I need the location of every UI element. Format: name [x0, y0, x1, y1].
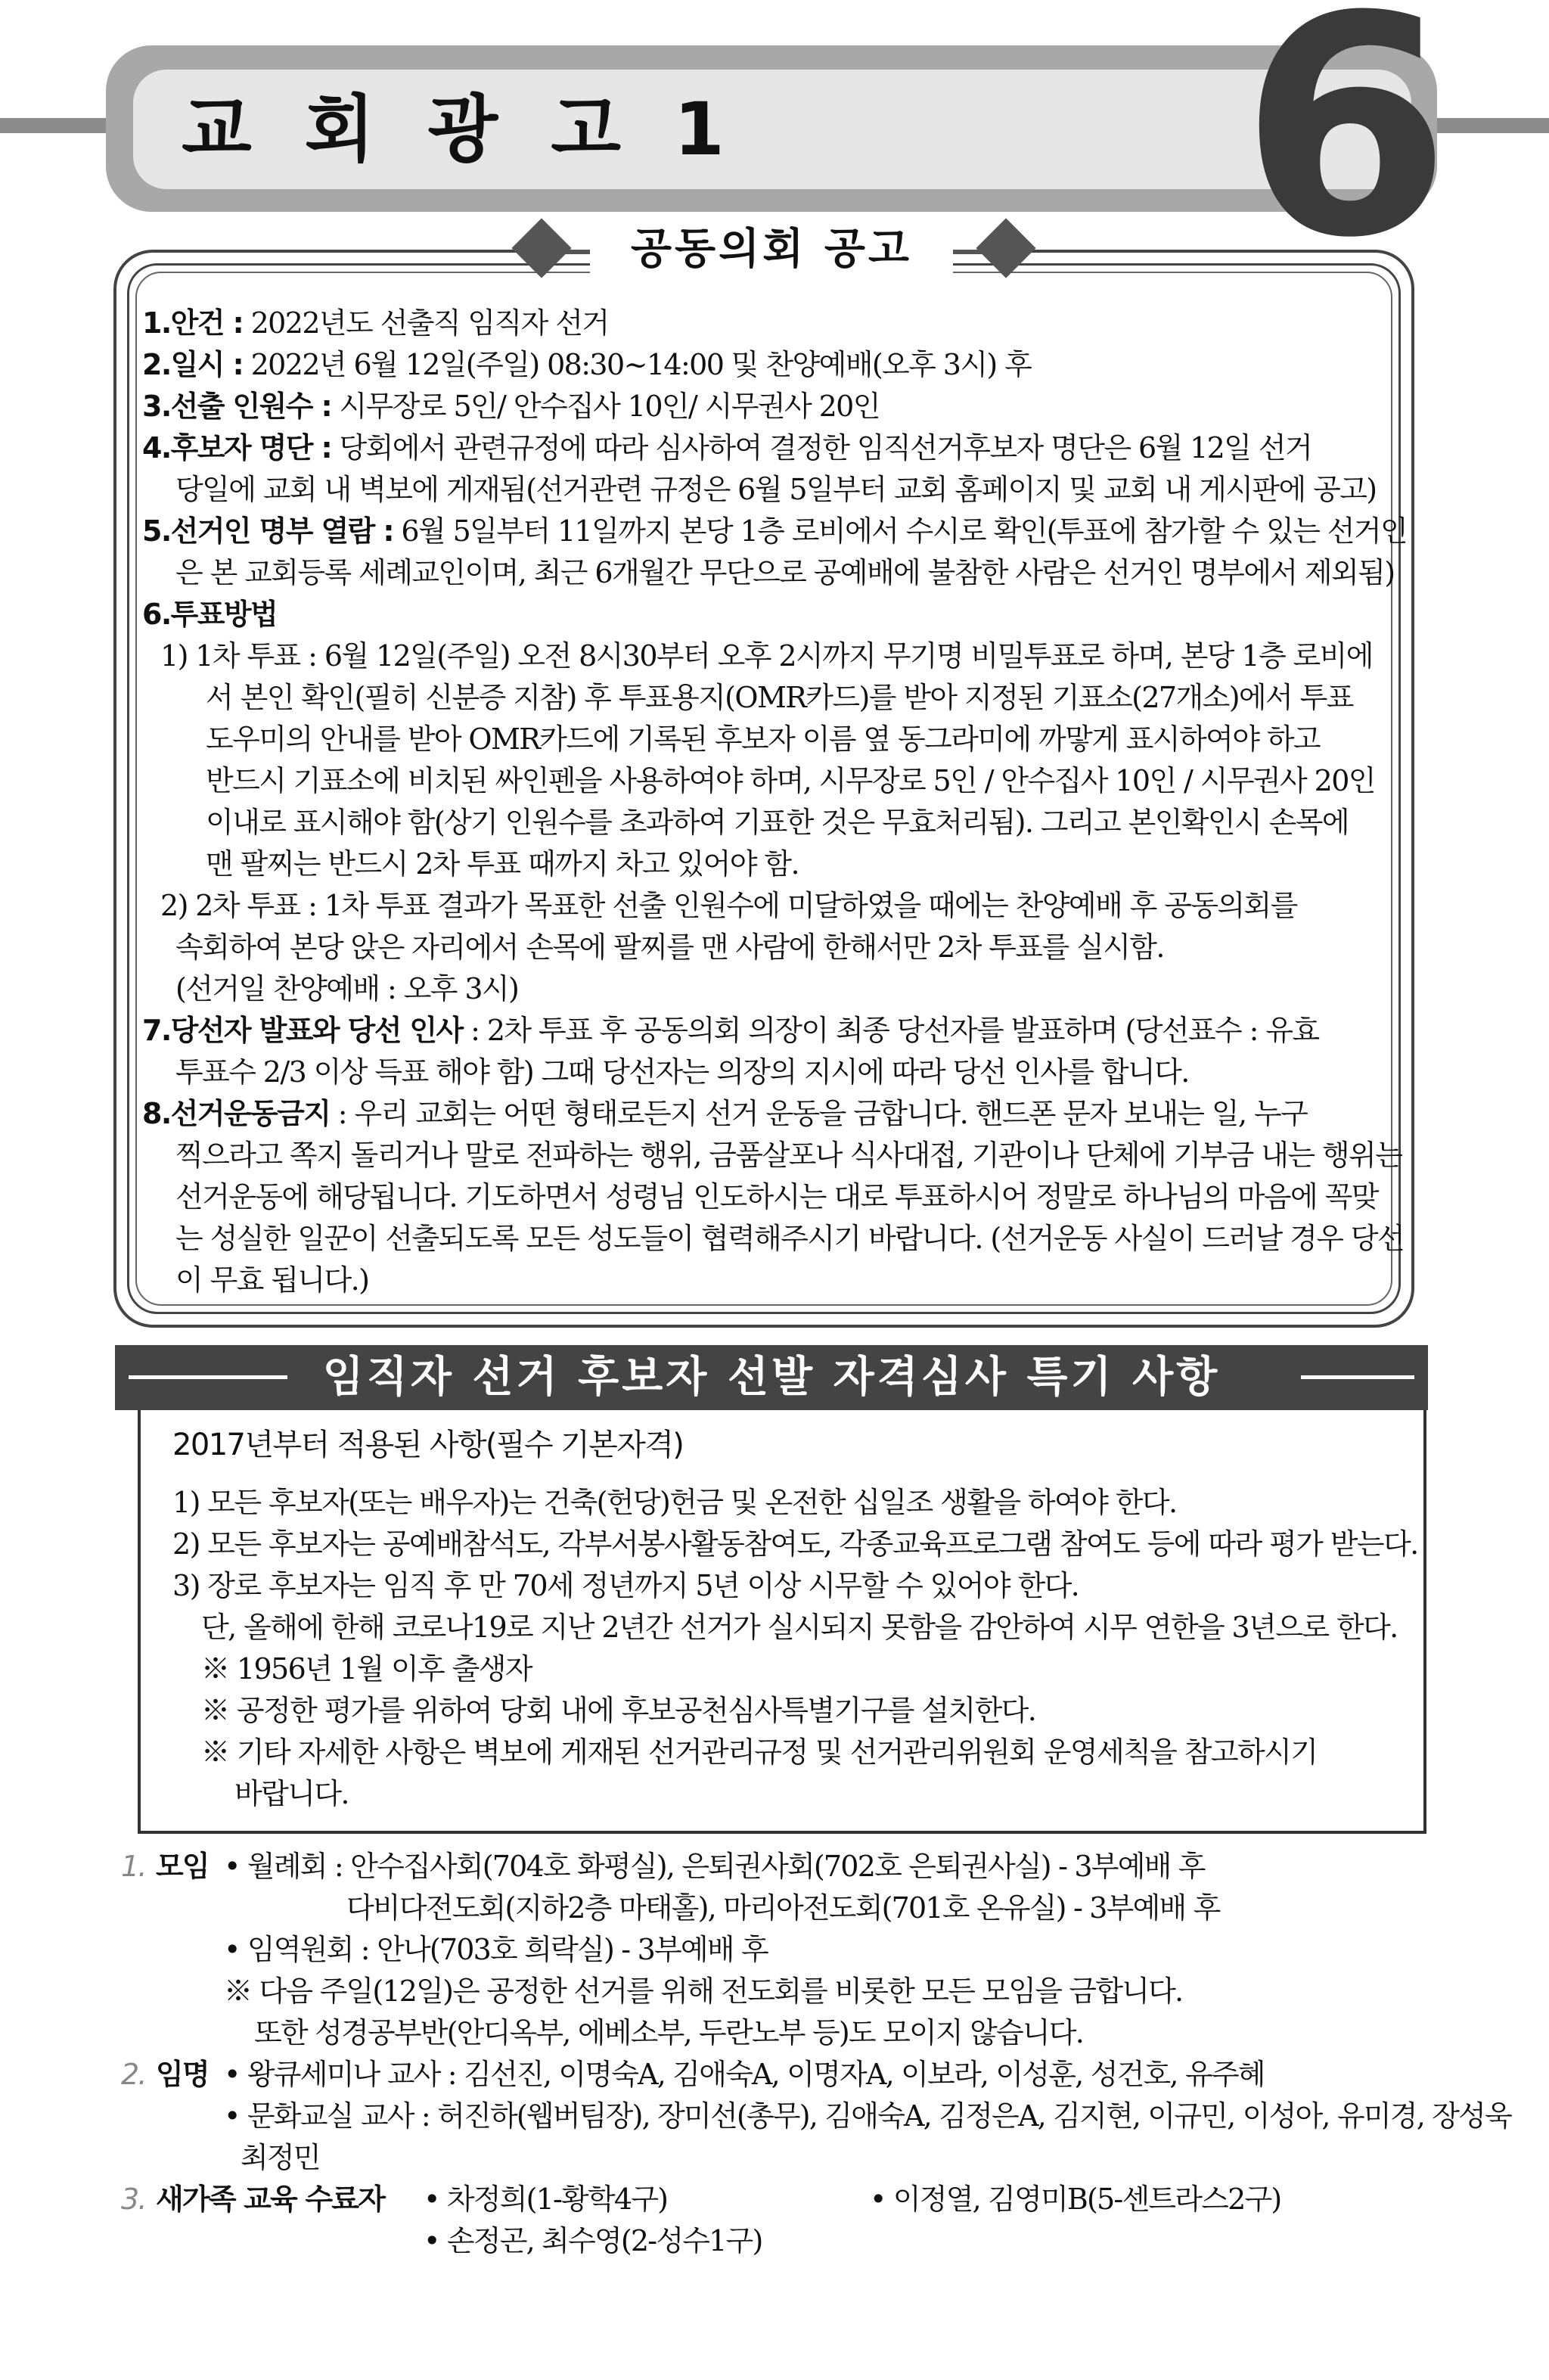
voting-line: (선거일 찬양예배 : 오후 3시)	[175, 972, 519, 1005]
section-number: 3.	[121, 2183, 146, 2216]
qualification-subtitle: 2017년부터 적용된 사항(필수 기본자격)	[172, 1428, 684, 1462]
voting-line: 반드시 기표소에 비치된 싸인펜을 사용하여야 하며, 시무장로 5인 / 안수집사 10인 / 시무권사 20인	[206, 764, 1375, 797]
qualification-banner	[115, 1345, 1428, 1410]
notice-item-cont: 투표수 2/3 이상 득표 해야 함) 그때 당선자는 의장의 지시에 따라 당선 인사를 합니다.	[175, 1055, 1189, 1089]
graduate-entry: • 손정곤, 최수영(2-성수1구)	[424, 2224, 762, 2257]
appointment-row	[121, 2054, 1437, 2096]
meeting-line: • 임역원회 : 안나(703호 희락실) - 3부예배 후	[224, 1933, 768, 1966]
voting-line: 서 본인 확인(필히 신분증 지참) 후 투표용지(OMR카드)를 받아 지정된 기표소(27개소)에서 투표	[206, 681, 1353, 714]
voting-line: 2) 2차 투표 : 1차 투표 결과가 목표한 선출 인원수에 미달하였을 때에는 찬양예배 후 공동의회를	[160, 889, 1297, 922]
page-title: 교회광고1	[182, 87, 778, 172]
appointment-line: 최정민	[241, 2141, 320, 2174]
section-number: 1.	[121, 1850, 146, 1883]
qualification-line: 2) 모든 후보자는 공예배참석도, 각부서봉사활동참여도, 각종교육프로그램 참여도 등에 따라 평가 받는다.	[172, 1527, 1418, 1561]
qualification-line: ※ 1956년 1월 이후 출생자	[201, 1652, 532, 1686]
notice-item: 1.안건 : 2022년도 선출직 임직자 선거	[142, 306, 609, 340]
meeting-line: 또한 성경공부반(안디옥부, 에베소부, 두란노부 등)도 모이지 않습니다.	[254, 2016, 1083, 2049]
page-number: 6	[1240, 0, 1451, 304]
qualification-line: ※ 기타 자세한 사항은 벽보에 게재된 선거관리규정 및 선거관리위원회 운영세칙을 참고하시기	[201, 1735, 1318, 1769]
notice-item: 3.선출 인원수 : 시무장로 5인/ 안수집사 10인/ 시무권사 20인	[142, 390, 880, 423]
graduate-entry: • 이정열, 김영미B(5-센트라스2구)	[870, 2183, 1281, 2216]
notice-item-cont: 선거운동에 해당됩니다. 기도하면서 성령님 인도하시는 대로 투표하시어 정말로 하나님의 마음에 꼭맞	[175, 1180, 1378, 1213]
qualification-line: 바랍니다.	[234, 1777, 349, 1810]
graduate-entry: • 차정희(1-황학4구)	[424, 2183, 668, 2216]
meeting-row	[121, 1929, 1437, 1971]
notice-item: 2.일시 : 2022년 6월 12일(주일) 08:30~14:00 및 찬양예배(오후 3시) 후	[142, 348, 1032, 381]
qualification-line: 단, 올해에 한해 코로나19로 지난 2년간 선거가 실시되지 못함을 감안하여 시무 연한을 3년으로 한다.	[201, 1611, 1398, 1644]
qualification-line: 1) 모든 후보자(또는 배우자)는 건축(헌당)헌금 및 온전한 십일조 생활을 하여야 한다.	[172, 1486, 1177, 1519]
voting-line: 1) 1차 투표 : 6월 12일(주일) 오전 8시30부터 오후 2시까지 무기명 비밀투표로 하며, 본당 1층 로비에	[160, 639, 1373, 673]
banner-rule-right	[1301, 1375, 1414, 1379]
section-title: 새가족 교육 수료자	[156, 2183, 385, 2216]
notice-item-cont: 이 무효 됩니다.)	[175, 1263, 369, 1297]
notice-item-cont: 당일에 교회 내 벽보에 게재됨(선거관련 규정은 6월 5일부터 교회 홈페이지 및 교회 내 게시판에 공고)	[175, 473, 1377, 506]
meeting-row	[121, 1846, 1437, 1888]
appointment-line: • 왕큐세미나 교사 : 김선진, 이명숙A, 김애숙A, 이명자A, 이보라, 이성훈, 성건호, 유주혜	[224, 2058, 1265, 2091]
qualification-line: ※ 공정한 평가를 위하여 당회 내에 후보공천심사특별기구를 설치한다.	[201, 1694, 1036, 1727]
meeting-row	[121, 1888, 1437, 1929]
meeting-line: 다비다전도회(지하2층 마태홀), 마리아전도회(701호 온유실) - 3부예배 후	[346, 1891, 1220, 1925]
notice-item-cont: 은 본 교회등록 세례교인이며, 최근 6개월간 무단으로 공예배에 불참한 사람은 선거인 명부에서 제외됨)	[175, 556, 1395, 589]
announcements	[121, 1846, 1512, 2262]
notice-item-cont: 찍으라고 쪽지 돌리거나 말로 전파하는 행위, 금품살포나 식사대접, 기관이나 단체에 기부금 내는 행위는	[175, 1139, 1402, 1172]
meeting-row	[121, 1971, 1437, 2012]
notice-item: 6.투표방법	[142, 598, 278, 631]
notice-item: 7.당선자 발표와 당선 인사 : 2차 투표 후 공동의회 의장이 최종 당선자를 발표하며 (당선표수 : 유효	[142, 1014, 1319, 1047]
notice-title: 공동의회 공고	[590, 212, 953, 287]
appointment-line: • 문화교실 교사 : 허진하(웹버팀장), 장미선(총무), 김애숙A, 김정은A, 김지현, 이규민, 이성아, 유미경, 장성욱	[224, 2099, 1512, 2133]
notice-body	[142, 303, 1408, 1301]
notice-item: 4.후보자 명단 : 당회에서 관련규정에 따라 심사하여 결정한 임직선거후보자 명단은 6월 12일 선거	[142, 431, 1312, 465]
meeting-line: • 월례회 : 안수집사회(704호 화평실), 은퇴권사회(702호 은퇴권사실) - 3부예배 후	[224, 1850, 1205, 1883]
appointment-row	[121, 2096, 1512, 2137]
appointment-row	[121, 2137, 1437, 2179]
qualification-title: 임직자 선거 후보자 선발 자격심사 특기 사항	[322, 1353, 1221, 1402]
banner-rule-left	[129, 1375, 287, 1379]
qualification-line: 3) 장로 후보자는 임직 후 만 70세 정년까지 5년 이상 시무할 수 있어야 한다.	[172, 1569, 1079, 1602]
voting-line: 맨 팔찌는 반드시 2차 투표 때까지 차고 있어야 함.	[206, 847, 799, 881]
new-family-row	[121, 2179, 1437, 2220]
meeting-line: ※ 다음 주일(12일)은 공정한 선거를 위해 전도회를 비롯한 모든 모임을 금합니다.	[224, 1975, 1183, 2008]
new-family-row	[121, 2220, 1437, 2262]
voting-line: 도우미의 안내를 받아 OMR카드에 기록된 후보자 이름 옆 동그라미에 까맣게 표시하여야 하고	[206, 722, 1321, 756]
section-title: 임명	[156, 2058, 209, 2091]
voting-line: 속회하여 본당 앉은 자리에서 손목에 팔찌를 맨 사람에 한해서만 2차 투표를 실시함.	[175, 931, 1164, 964]
section-title: 모임	[156, 1850, 209, 1883]
notice-item: 5.선거인 명부 열람 : 6월 5일부터 11일까지 본당 1층 로비에서 수시로 확인(투표에 참가할 수 있는 선거인	[142, 514, 1408, 548]
meeting-row	[121, 2012, 1437, 2054]
section-number: 2.	[121, 2058, 146, 2091]
notice-item: 8.선거운동금지 : 우리 교회는 어떤 형태로든지 선거 운동을 금합니다. 핸드폰 문자 보내는 일, 누구	[142, 1097, 1308, 1130]
notice-item-cont: 는 성실한 일꾼이 선출되도록 모든 성도들이 협력해주시기 바랍니다. (선거운동 사실이 드러날 경우 당선	[175, 1222, 1404, 1255]
qualification-body	[172, 1418, 1418, 1815]
voting-line: 이내로 표시해야 함(상기 인원수를 초과하여 기표한 것은 무효처리됨). 그리고 본인확인시 손목에	[206, 806, 1349, 839]
